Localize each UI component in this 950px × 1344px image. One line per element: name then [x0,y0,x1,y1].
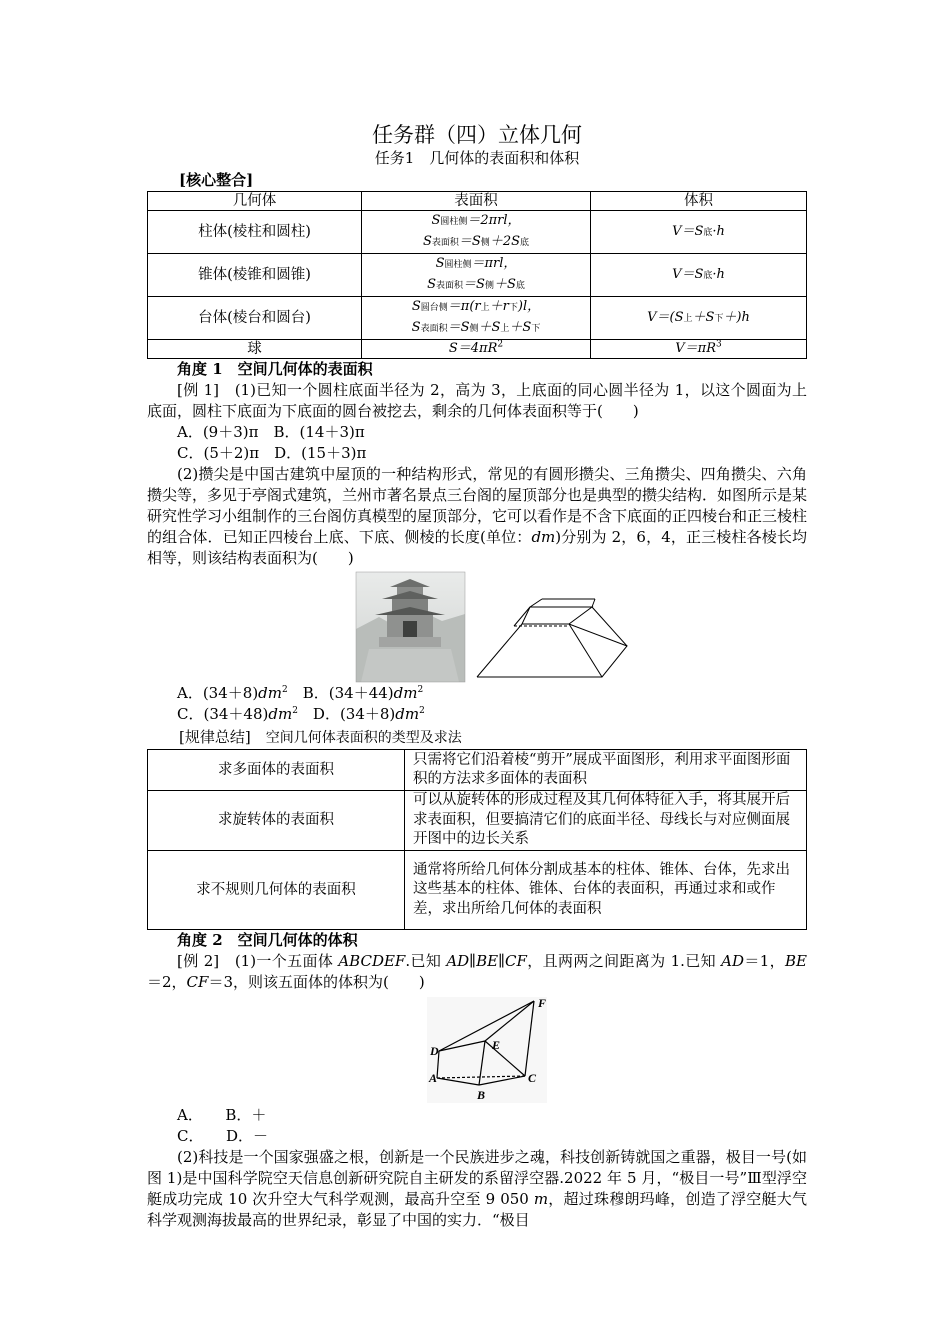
surface-formula: S圆柱侧＝2πrl， S表面积＝S侧＋2S底 [362,211,591,254]
surface-formula: S圆柱侧＝πrl， S表面积＝S侧＋S底 [362,254,591,297]
table-row [148,254,807,297]
surface-method: 通常将所给几何体分割成基本的柱体、锥体、台体，先求出这些基本的柱体、锥体、台体的表面积，再通过求和或作差，求出所给几何体的表面积 [405,851,807,930]
surface-formula: $S=4\pi R^2$ [362,340,591,359]
example-1-part-2: (2)攒尖是中国古建筑中屋顶的一种结构形式，常见的有圆形攒尖、三角攒尖、四角攒尖、六角攒尖等，多见于亭阁式建筑，兰州市著名景点三台阁的屋顶部分也是典型的攒尖结构．如图所示是某研究性学习小组制作的三台阁仿真模型的屋顶部分，它可以看作是不含下底面的正四棱台和正三棱柱的组合体．已知正四棱台上底、下底、侧棱的长度(单位：dm)分别为 2，6，4，正三棱柱各棱长均相等，则该结构表面积为( ) [147,465,808,567]
example-1-options-cd: C．(5＋2)π D．(15＋3)π [177,444,367,462]
summary-tag: [规律总结] [179,728,251,746]
example-1-part-1: [例 1] (1)已知一个圆柱底面半径为 2，高为 3，上底面的同心圆半径为 1，以这个圆面为上底面，圆柱下底面为下底面的圆台被挖去，剩余的几何体表面积等于( ) [147,381,807,420]
example-2-part-2: (2)科技是一个国家强盛之根，创新是一个民族进步之魂，科技创新铸就国之重器，极目一号(如图 1)是中国科学院空天信息创新研究院自主研发的系留浮空器.2022 年 5 月，“极目一号”Ⅲ型浮空艇成功完成 10 次升空大气科学观测，最高升空至 9 050 m，超过珠穆朗玛峰，创造了浮空艇大气科学观测海拔最高的世界纪录，彰显了中国的实力．“极目 [147,1148,807,1229]
vertex-label: A [429,1071,438,1085]
surface-type: 求旋转体的表面积 [148,791,405,851]
surface-type: 求不规则几何体的表面积 [148,851,405,930]
core-tag: [核心整合] [179,171,254,189]
volume-formula: $V=\pi R^3$ [591,340,807,359]
solid-name: 锥体(棱锥和圆锥) [148,254,362,297]
table-header-row [148,192,807,211]
pentahedron-figure [147,993,807,1105]
table-row [148,297,807,340]
summary-heading [147,727,807,749]
angle-2-heading: 角度 2 空间几何体的体积 [177,931,358,949]
roof-model-diagram [477,599,627,677]
pentahedron-diagram [147,993,807,1105]
solid-name: 球 [148,340,362,359]
table-row [148,211,807,254]
header-volume: 体积 [591,192,807,211]
task-subtitle: 任务1 几何体的表面积和体积 [374,149,580,167]
table-row [148,851,807,930]
surface-formula: S圆台侧＝π(r上＋r下)l， S表面积＝S侧＋S上＋S下 [362,297,591,340]
volume-formula: V＝S底·h [591,211,807,254]
summary-title: 空间几何体表面积的类型及求法 [265,730,462,746]
document-page [147,122,807,1231]
example-2-label: [例 2] [177,952,220,970]
vertex-label: C [528,1071,537,1085]
example-1-label: [例 1] [177,381,220,399]
table-row [148,791,807,851]
vertex-label: D [430,1044,439,1058]
table-row [148,750,807,791]
example-1-options-2-ab: A．$(34+8)dm^2$ B．$(34+44)dm^2$ [177,684,424,702]
solid-name: 台体(棱台和圆台) [148,297,362,340]
example-1-figures [147,569,807,683]
summary-table [147,749,807,930]
table-row [148,340,807,359]
vertex-label: E [492,1038,501,1052]
vertex-label: B [477,1088,486,1102]
formula-table [147,191,807,359]
page-title: 任务群（四）立体几何 [372,123,582,147]
vertex-label: F [538,996,547,1010]
example-1-options-2-cd: C．$(34+48)dm^2$ D．$(34+8)dm^2$ [177,705,425,723]
volume-formula: V＝(S上＋S下＋)h [591,297,807,340]
solid-name: 柱体(棱柱和圆柱) [148,211,362,254]
surface-type: 求多面体的表面积 [148,750,405,791]
angle-1-heading: 角度 1 空间几何体的表面积 [177,360,373,378]
example-1-options-ab: A．(9＋3)π B．(14＋3)π [177,423,365,441]
example-2-options-ab: A． B．＋ [177,1106,267,1124]
pavilion-figures [147,569,807,683]
header-surface-area: 表面积 [362,192,591,211]
surface-method: 可以从旋转体的形成过程及其几何体特征入手，将其展开后求表面积，但要搞清它们的底面半径、母线长与对应侧面展开图中的边长关系 [405,791,807,851]
surface-method: 只需将它们沿着棱“剪开”展成平面图形，利用求平面图形面积的方法求多面体的表面积 [405,750,807,791]
example-2-options-cd: C． D．－ [177,1127,269,1145]
header-solid: 几何体 [148,192,362,211]
pavilion-photo [356,572,465,682]
example-2-part-1: [例 2] (1)一个五面体 ABCDEF.已知 AD∥BE∥CF，且两两之间距离为 1.已知 AD＝1，BE＝2，CF＝3，则该五面体的体积为( ) [147,952,807,991]
volume-formula: V＝S底·h [591,254,807,297]
